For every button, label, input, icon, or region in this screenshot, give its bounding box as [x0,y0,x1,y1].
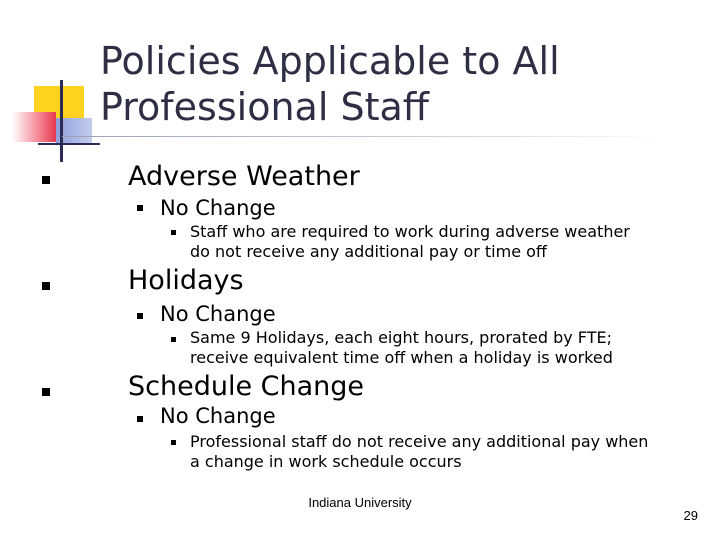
slide-title [100,38,660,130]
bullet-icon [42,176,50,184]
detail-line: receive equivalent time off when a holiday is worked [190,348,613,367]
section-heading: Schedule Change [128,371,365,402]
sub-bullet-text: No Change [160,302,276,326]
bullet-icon [137,416,143,422]
detail-line: a change in work schedule occurs [190,452,462,471]
detail-line: do not receive any additional pay or time off [190,242,547,261]
bullet-icon [171,440,176,445]
bullet-icon [137,313,143,319]
sub-bullet-text: No Change [160,404,276,428]
detail-line: Staff who are required to work during adverse weather [190,222,630,241]
detail-line: Same 9 Holidays, each eight hours, prorated by FTE; [190,328,612,347]
page-number: 29 [683,508,698,523]
title-line-2: Professional Staff [100,85,429,129]
bullet-icon [42,282,50,290]
footer-organization: Indiana University [308,495,412,510]
bullet-icon [42,388,50,396]
logo-red-bar [12,112,56,142]
logo-vertical-line [60,80,63,162]
section-heading: Adverse Weather [128,161,360,192]
title-divider [62,136,662,137]
bullet-icon [171,230,176,235]
title-line-1: Policies Applicable to All [100,39,560,83]
bullet-icon [171,337,176,342]
section-heading: Holidays [128,265,244,296]
detail-line: Professional staff do not receive any additional pay when [190,432,649,451]
sub-bullet-text: No Change [160,196,276,220]
bullet-icon [137,205,143,211]
logo-horizontal-line [38,143,100,145]
